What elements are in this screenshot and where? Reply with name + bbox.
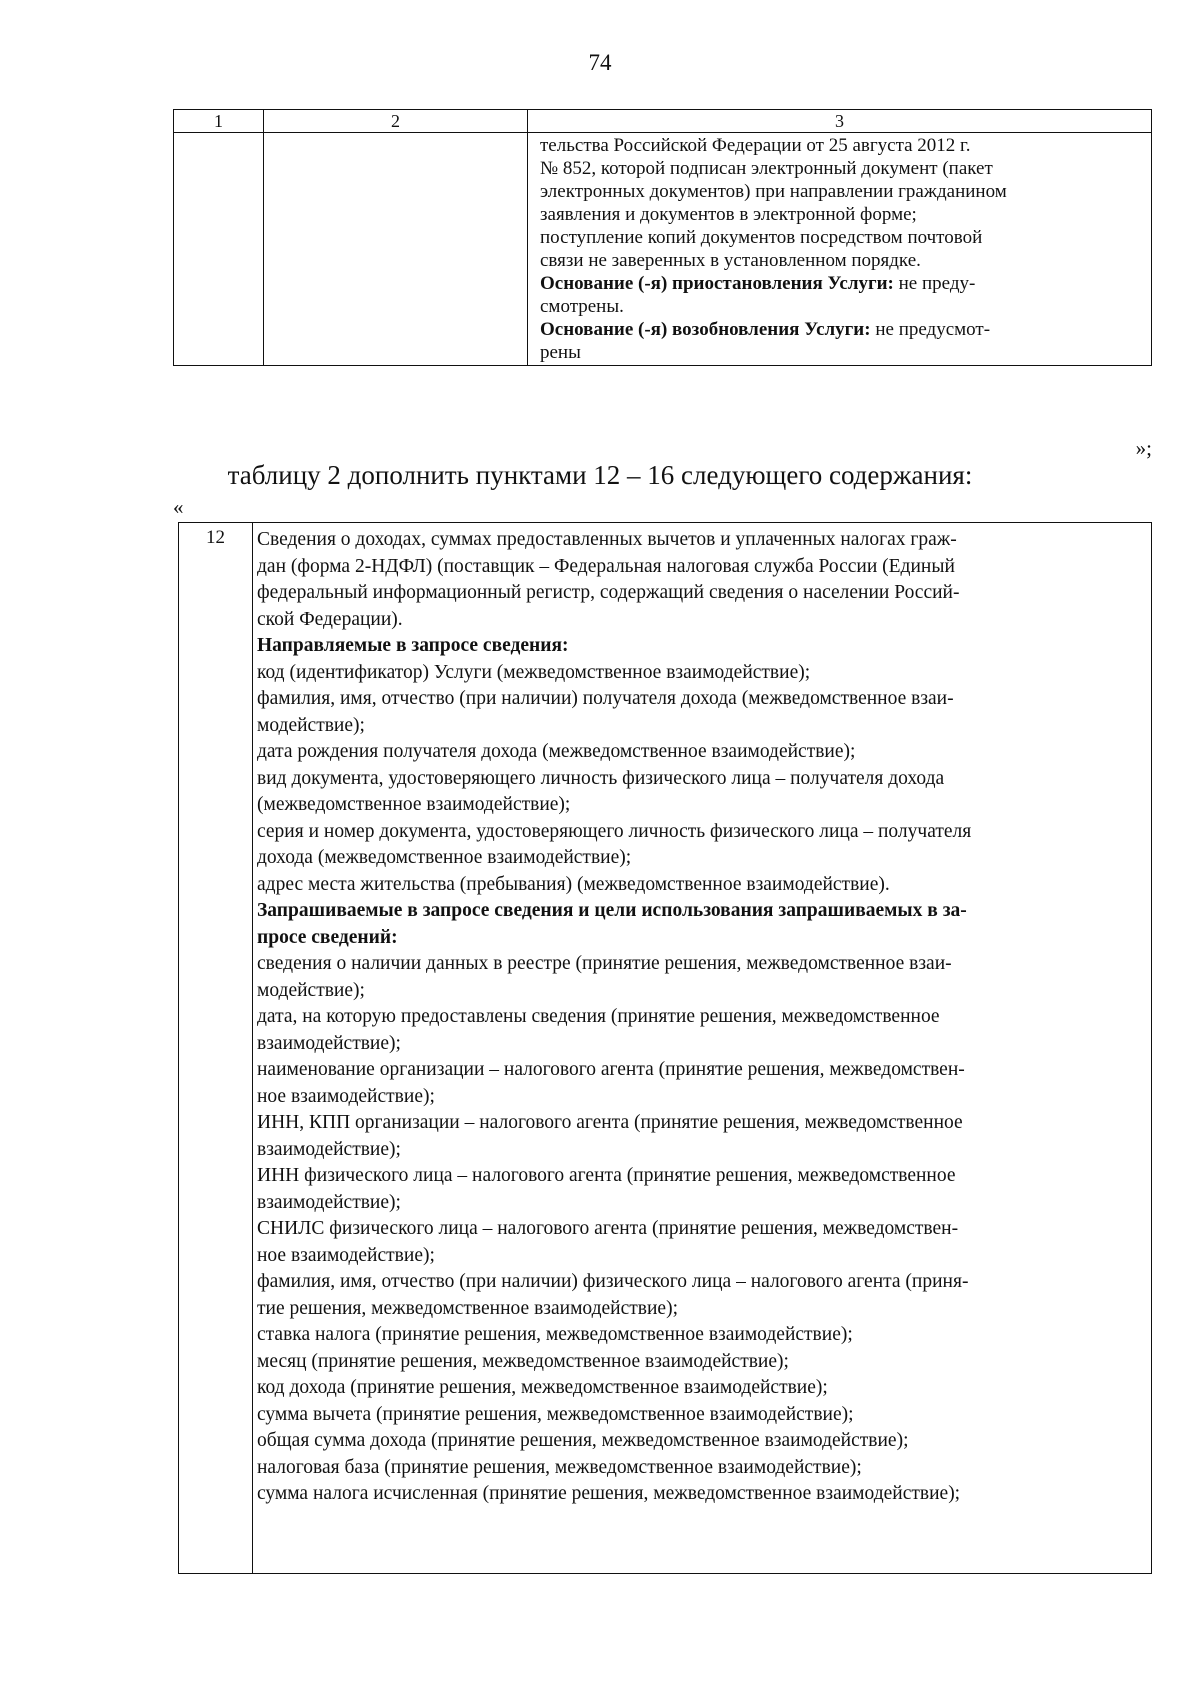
column-header-3: 3 [528,110,1152,133]
closing-quote: »; [1135,436,1152,460]
text-line: наименование организации – налогового агента (принятие решения, межведомствен- [257,1059,965,1080]
row-number-cell: 12 [179,523,253,1573]
text-line: рены [540,342,581,363]
bold-label: Основание (-я) возобновления Услуги: [540,319,871,340]
text-line: дан (форма 2-НДФЛ) (поставщик – Федеральная налоговая служба России (Единый [257,555,955,577]
column-header-1: 1 [174,110,264,133]
amendment-instruction: таблицу 2 дополнить пунктами 12 – 16 следующего содержания: [227,460,973,490]
text-line: поступление копий документов посредством почтовой [540,227,983,248]
text-line: сумма вычета (принятие решения, межведомственное взаимодействие); [257,1403,854,1425]
text-line: фамилия, имя, отчество (при наличии) получателя дохода (межведомственное взаи- [257,688,954,709]
column-header-2: 2 [264,110,528,133]
cell-col-1 [174,133,264,366]
text-line: № 852, которой подписан электронный документ (пакет [540,158,993,179]
text-line: ставка налога (принятие решения, межведомственное взаимодействие); [257,1324,853,1345]
section-heading-line: Направляемые в запросе сведения: [257,635,569,656]
line-text: не преду- [893,273,976,294]
text-line: ное взаимодействие); [257,1085,435,1107]
table-header-row [174,110,1152,133]
text-line: взаимодействие); [257,1138,401,1160]
text-line: дохода (межведомственное взаимодействие); [257,847,632,868]
text-line: код дохода (принятие решения, межведомственное взаимодействие); [257,1377,828,1398]
bold-label: Основание (-я) приостановления Услуги: [540,273,894,294]
text-line: дата рождения получателя дохода (межведомственное взаимодействие); [257,741,856,762]
text-line: ИНН физического лица – налогового агента (принятие решения, межведомственное [257,1165,956,1186]
text-line: электронных документов) при направлении гражданином [540,181,1007,202]
text-line: федеральный информационный регистр, содержащий сведения о населении Россий- [257,582,960,603]
text-line: заявления и документов в электронной форме; [540,204,917,225]
text-line: тие решения, межведомственное взаимодействие); [257,1297,678,1319]
page-number: 74 [588,50,612,75]
text-line: серия и номер документа, удостоверяющего личность физического лица – получателя [257,820,972,842]
text-line: код (идентификатор) Услуги (межведомственное взаимодействие); [257,661,811,683]
text-line: тельства Российской Федерации от 25 августа 2012 г. [540,135,971,156]
text-line: Сведения о доходах, суммах предоставленных вычетов и уплаченных налогах граж- [257,529,957,550]
table-continuation [173,109,1152,366]
text-line: смотрены. [540,296,624,317]
text-line: СНИЛС физического лица – налогового агента (принятие решения, межведомствен- [257,1218,959,1239]
table-row [174,133,1152,366]
text-line: сведения о наличии данных в реестре (принятие решения, межведомственное взаи- [257,953,952,974]
cell-col-3 [528,133,1152,366]
text-line: связи не заверенных в установленном порядке. [540,250,921,271]
text-line: сумма налога исчисленная (принятие решения, межведомственное взаимодействие); [257,1483,961,1504]
text-line: адрес места жительства (пребывания) (межведомственное взаимодействие). [257,873,890,895]
text-line: налоговая база (принятие решения, межведомственное взаимодействие); [257,1456,862,1478]
text-line: ИНН, КПП организации – налогового агента (принятие решения, межведомственное [257,1112,963,1133]
text-line: ное взаимодействие); [257,1244,435,1266]
text-line: модействие); [257,714,365,736]
text-line: взаимодействие); [257,1032,401,1054]
text-line: модействие); [257,979,365,1001]
text-line: вид документа, удостоверяющего личность физического лица – получателя дохода [257,767,945,789]
text-line: дата, на которую предоставлены сведения (принятие решения, межведомственное [257,1006,940,1027]
cell-col-2 [264,133,528,366]
row-content-cell [257,527,1135,1508]
section-heading-line: просе сведений: [257,926,398,948]
table-2-addition [178,522,1152,1574]
text-line: (межведомственное взаимодействие); [257,794,571,815]
text-line [540,273,1141,296]
section-heading-line: Запрашиваемые в запросе сведения и цели использования запрашиваемых в за- [257,900,967,921]
line-text: не предусмот- [870,319,991,340]
opening-quote: « [173,495,184,519]
text-line: взаимодействие); [257,1191,401,1213]
text-line [540,319,1141,342]
text-line: общая сумма дохода (принятие решения, межведомственное взаимодействие); [257,1430,909,1451]
text-line: месяц (принятие решения, межведомственное взаимодействие); [257,1350,789,1372]
text-line: ской Федерации). [257,608,403,630]
text-line: фамилия, имя, отчество (при наличии) физического лица – налогового агента (приня- [257,1271,969,1292]
